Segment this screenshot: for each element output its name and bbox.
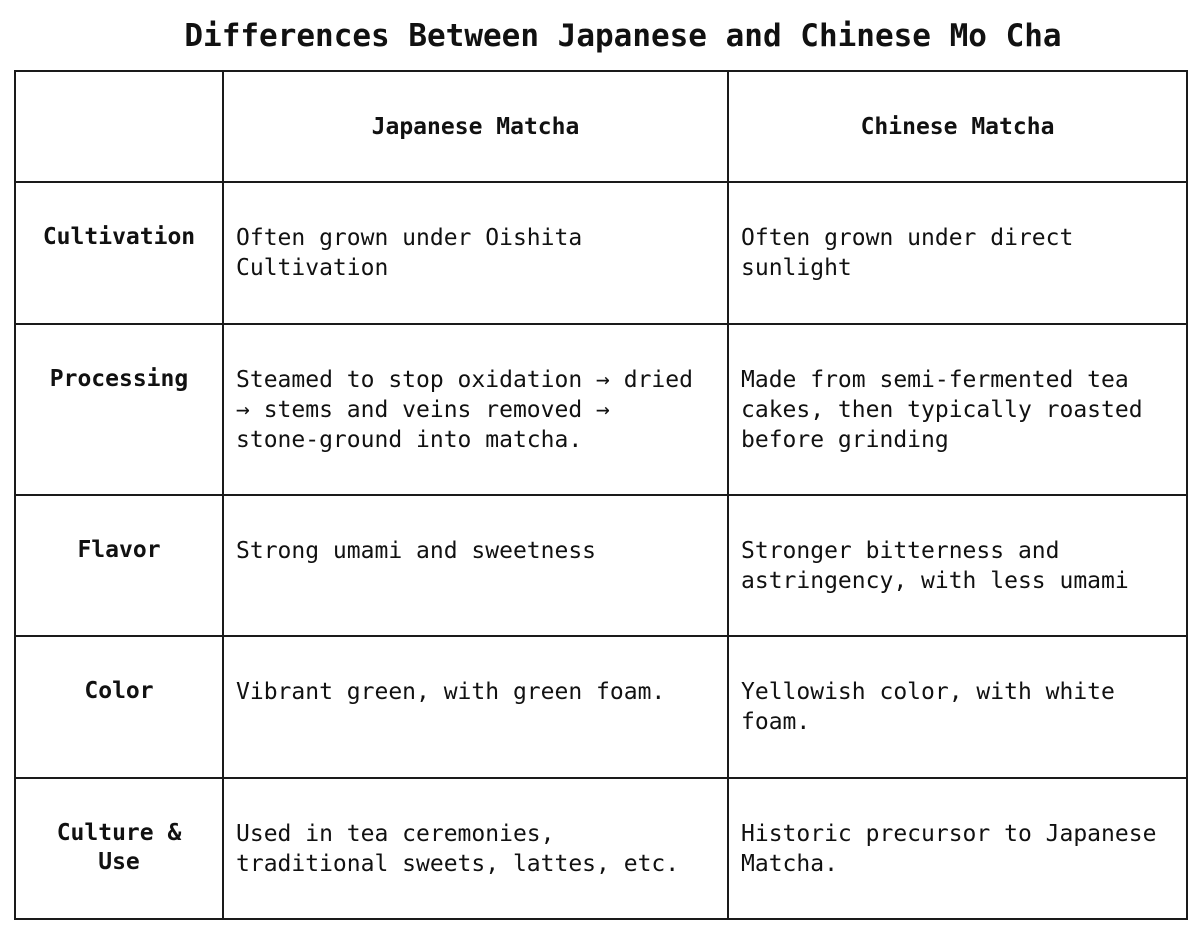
cell-japanese: Strong umami and sweetness: [223, 495, 728, 636]
page-title: Differences Between Japanese and Chinese Mo Cha: [184, 18, 1062, 54]
cell-japanese: Vibrant green, with green foam.: [223, 636, 728, 778]
row-label: Color: [15, 636, 223, 778]
cell-chinese: Stronger bitterness and astringency, with less umami: [728, 495, 1187, 636]
cell-chinese: Made from semi-fermented tea cakes, then typically roasted before grinding: [728, 324, 1187, 495]
header-cell-japanese: Japanese Matcha: [223, 71, 728, 182]
cell-japanese: Often grown under Oishita Cultivation: [223, 182, 728, 324]
table-row: [15, 324, 1187, 495]
cell-chinese: Yellowish color, with white foam.: [728, 636, 1187, 778]
table-header-row: [15, 71, 1187, 182]
header-cell-corner: [15, 71, 223, 182]
cell-chinese: Historic precursor to Japanese Matcha.: [728, 778, 1187, 919]
table-row: [15, 495, 1187, 636]
cell-japanese: Steamed to stop oxidation → dried → stems and veins removed → stone-ground into matcha.: [223, 324, 728, 495]
header-cell-chinese: Chinese Matcha: [728, 71, 1187, 182]
table-row: [15, 636, 1187, 778]
table-row: [15, 182, 1187, 324]
row-label: Flavor: [15, 495, 223, 636]
comparison-table: [14, 70, 1188, 920]
cell-japanese: Used in tea ceremonies, traditional sweets, lattes, etc.: [223, 778, 728, 919]
table-row: [15, 778, 1187, 919]
row-label: Cultivation: [15, 182, 223, 324]
row-label: Culture & Use: [15, 778, 223, 919]
cell-chinese: Often grown under direct sunlight: [728, 182, 1187, 324]
row-label: Processing: [15, 324, 223, 495]
